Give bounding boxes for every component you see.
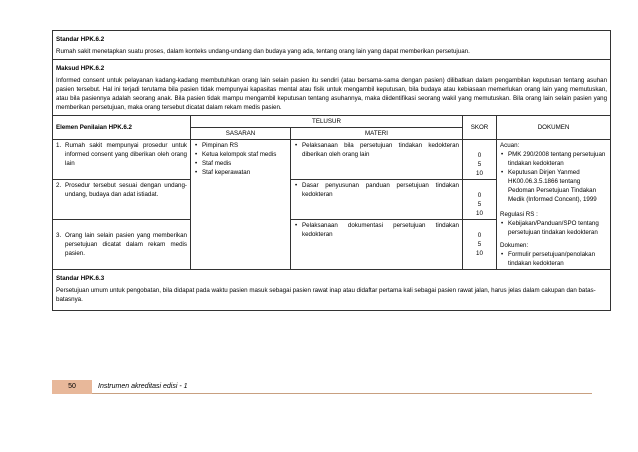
skor-value: 5 [477, 161, 482, 168]
page-footer [52, 380, 610, 394]
materi-1-cell [291, 140, 463, 180]
footer-divider [92, 393, 592, 394]
skor-value: 0 [477, 192, 482, 199]
materi-3-cell [291, 220, 463, 270]
skor-value: 10 [476, 210, 483, 217]
element-1-cell [53, 140, 191, 180]
sasaran-header: SASARAN [191, 128, 291, 140]
footer-text: Instrumen akreditasi edisi - 1 [98, 383, 188, 390]
telusur-header: TELUSUR [191, 116, 463, 128]
sasaran-item: • Pimpinan RS [202, 141, 287, 150]
sasaran-item: • Staf keperawatan [202, 168, 287, 177]
elemen-header: Elemen Penilaian HPK.6.2 [53, 116, 191, 140]
standards-table [52, 30, 611, 311]
standard-hpk-6-3-cell [53, 270, 611, 311]
skor-value: 0 [477, 232, 482, 239]
skor-value: 10 [476, 170, 483, 177]
sasaran-item: • Ketua kelompok staf medis [202, 150, 287, 159]
standard-hpk-6-3-text: Persetujuan umum untuk pengobatan, bila didapat pada waktu pasien masuk sebagai pasien rawat inap atau didaftar pertama kali sebagai pasien rawat jalan, harus jelas dalam cakupan dan batas- batasnya. [56, 287, 596, 303]
dokumen-cell [497, 140, 611, 270]
standard-hpk-6-2-cell [53, 31, 611, 60]
standard-hpk-6-2-title: Standar HPK.6.2 [56, 36, 105, 43]
intent-hpk-6-2-title: Maksud HPK.6.2 [56, 65, 105, 72]
sasaran-item: • Staf medis [202, 159, 287, 168]
document-body [52, 30, 610, 311]
acuan-item: • PMK 290/2008 tentang persetujuan tindakan kedokteran [508, 150, 607, 168]
element-1-text: Rumah sakit mempunyai prosedur untuk informed consent yang diberikan oleh orang lain [65, 142, 187, 167]
element-2-number: 2. [56, 182, 62, 189]
element-1-number: 1. [56, 142, 62, 149]
materi-2-cell [291, 180, 463, 220]
dokumen-item: • Formulir persetujuan/penolakan tindakan kedokteran [508, 250, 607, 268]
skor-1-cell [463, 140, 497, 180]
regulasi-item: • Kebijakan/Panduan/SPO tentang persetujuan tindakan kedokteran [508, 219, 607, 237]
acuan-item: • Keputusan Dirjen Yanmed HK00.06.3.5.1866 tentang Pedoman Persetujuan Tindakan Medik (Informed Concent), 1999 [508, 168, 607, 204]
page-number: 50 [52, 380, 92, 394]
element-2-cell [53, 180, 191, 220]
materi-item: • Pelaksanaan dokumentasi persetujuan tindakan kedokteran [302, 221, 459, 239]
element-2-text: Prosedur tersebut sesuai dengan undang-undang, budaya dan adat istiadat. [65, 182, 187, 198]
materi-header: MATERI [291, 128, 463, 140]
sasaran-cell [191, 140, 291, 270]
materi-item: • Pelaksanaan bila persetujuan tindakan kedokteran diberikan oleh orang lain [302, 141, 459, 159]
standard-hpk-6-3-title: Standar HPK.6.3 [56, 275, 105, 282]
standard-hpk-6-2-text: Rumah sakit menetapkan suatu proses, dalam konteks undang-undang dan budaya yang ada, tentang orang lain yang dapat memberikan persetujuan. [56, 48, 470, 55]
skor-header: SKOR [463, 116, 497, 140]
materi-item: • Dasar penyusunan panduan persetujuan tindakan kedokteran [302, 181, 459, 199]
element-3-number: 3. [56, 232, 62, 239]
skor-value: 0 [477, 152, 482, 159]
intent-hpk-6-2-cell [53, 60, 611, 116]
intent-hpk-6-2-text: Informed consent untuk pelayanan kadang-kadang membutuhkan orang lain selain pasien itu sendiri (atau bersama-sama dengan pasien) dilibatkan dalam pengambilan keputusan tentang asuhan pasien tersebut. Hal ini terjadi terutama bila pasien tidak mempunyai kapasitas mental atau fisik untuk mengambil keputusan, bila budaya atau kebiasaan memerlukan orang lain yang memutuskan, atau bila pasiennya adalah seorang anak. Bila pasien tidak mampu mengambil keputusan tentang asuhannya, maka diidentifikasi seorang wakil yang memutuskan. Bila orang lain selain pasien yang memberikan persetujuan, maka orang tersebut dicatat dalam rekam medis pasien. [56, 77, 608, 111]
skor-2-cell [463, 180, 497, 220]
skor-value: 5 [477, 241, 482, 248]
element-3-text: Orang lain selain pasien yang memberikan persetujuan dicatat dalam rekam medis pasien. [65, 232, 187, 257]
dokumen-label: Dokumen: [500, 242, 529, 249]
skor-3-cell [463, 220, 497, 270]
element-3-cell [53, 220, 191, 270]
skor-value: 10 [476, 250, 483, 257]
dokumen-header: DOKUMEN [497, 116, 611, 140]
acuan-label: Acuan: [500, 142, 520, 149]
regulasi-label: Regulasi RS : [500, 211, 538, 218]
skor-value: 5 [477, 201, 482, 208]
